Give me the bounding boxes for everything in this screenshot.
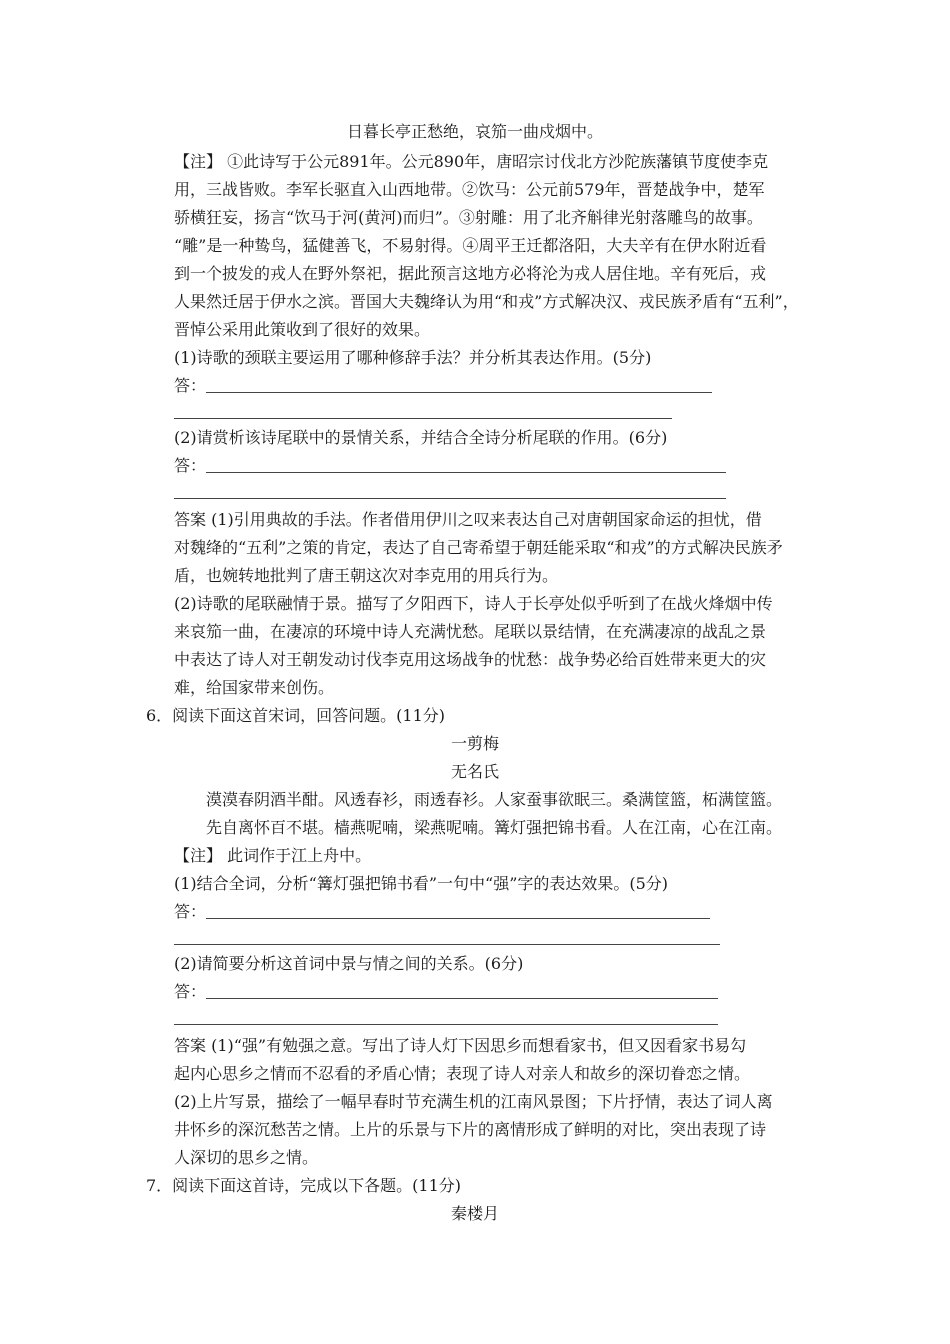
answer-text-line: 难，给国家带来创伤。 (174, 678, 335, 697)
question-6-2: (2)请简要分析这首词中景与情之间的关系。(6分) (174, 954, 524, 973)
answer-blank[interactable] (206, 918, 710, 919)
answer-blank[interactable] (174, 418, 672, 419)
question-6-heading: 6．阅读下面这首宋词，回答问题。(11分) (146, 706, 446, 725)
answer-text-line: 对魏绛的“五利”之策的肯定，表达了自己寄希望于朝廷能采取“和戎”的方式解决民族矛 (174, 538, 783, 557)
answer-blank[interactable] (174, 944, 720, 945)
answer-blank[interactable] (206, 998, 718, 999)
answer-label: 答： (174, 902, 207, 921)
answer-text-line: 盾，也婉转地批判了唐王朝这次对李克用的用兵行为。 (174, 566, 559, 585)
poem-last-line: 日暮长亭正愁绝，哀笳一曲戍烟中。 (346, 122, 603, 141)
answer-text-line: (2)诗歌的尾联融情于景。描写了夕阳西下，诗人于长亭处似乎听到了在战火烽烟中传 (174, 594, 773, 613)
note-line: “雕”是一种鸷鸟，猛健善飞，不易射得。④周平王迁都洛阳，大夫辛有在伊水附近看 (174, 236, 767, 255)
answer-blank[interactable] (206, 392, 712, 393)
note-line: 人果然迁居于伊水之滨。晋国大夫魏绛认为用“和戎”方式解决汉、戎民族矛盾有“五利”， (174, 292, 799, 311)
answer-text-line: 人深切的思乡之情。 (174, 1148, 319, 1167)
answer-text-line: 答案 (1)“强”有勉强之意。写出了诗人灯下因思乡而想看家书，但又因看家书易勾 (174, 1036, 747, 1055)
question-5-1: (1)诗歌的颈联主要运用了哪种修辞手法？并分析其表达作用。(5分) (174, 348, 652, 367)
question-5-2: (2)请赏析该诗尾联中的景情关系，并结合全诗分析尾联的作用。(6分) (174, 428, 668, 447)
poem-author: 无名氏 (450, 762, 499, 781)
answer-text-line: 中表达了诗人对王朝发动讨伐李克用这场战争的忧愁：战争势必给百姓带来更大的灾 (174, 650, 767, 669)
question-6-1: (1)结合全词，分析“篝灯强把锦书看”一句中“强”字的表达效果。(5分) (174, 874, 669, 893)
answer-text-line: 来哀笳一曲，在凄凉的环境中诗人充满忧愁。尾联以景结情，在充满凄凉的战乱之景 (174, 622, 767, 641)
poem-title: 一剪梅 (450, 734, 499, 753)
note-line: 到一个披发的戎人在野外祭祀，据此预言这地方必将沦为戎人居住地。辛有死后，戎 (174, 264, 767, 283)
answer-blank[interactable] (174, 498, 726, 499)
answer-text-line: 答案 (1)引用典故的手法。作者借用伊川之叹来表达自己对唐朝国家命运的担忧，借 (174, 510, 762, 529)
note-line: 骄横狂妄，扬言“饮马于河(黄河)而归”。③射雕：用了北齐斛律光射落雕鸟的故事。 (174, 208, 763, 227)
answer-text-line: 井怀乡的深沉愁苦之情。上片的乐景与下片的离情形成了鲜明的对比，突出表现了诗 (174, 1120, 767, 1139)
note-line: 【注】 ①此诗写于公元891年。公元890年，唐昭宗讨伐北方沙陀族藩镇节度使李克 (174, 152, 769, 171)
poem-line: 漠漠春阴酒半酣。风透春衫，雨透春衫。人家蚕事欲眠三。桑满筐篮，柘满筐篮。 (206, 790, 783, 809)
poem-note: 【注】 此词作于江上舟中。 (174, 846, 372, 865)
poem-title: 秦楼月 (450, 1204, 499, 1223)
poem-line: 先自离怀百不堪。樯燕呢喃，梁燕呢喃。篝灯强把锦书看。人在江南，心在江南。 (206, 818, 783, 837)
question-7-heading: 7．阅读下面这首诗，完成以下各题。(11分) (146, 1176, 462, 1195)
note-line: 晋悼公采用此策收到了很好的效果。 (174, 320, 431, 339)
answer-blank[interactable] (206, 472, 726, 473)
answer-label: 答： (174, 456, 207, 475)
answer-blank[interactable] (174, 1024, 718, 1025)
answer-text-line: 起内心思乡之情而不忍看的矛盾心情；表现了诗人对亲人和故乡的深切眷恋之情。 (174, 1064, 751, 1083)
answer-label: 答： (174, 982, 207, 1001)
answer-label: 答： (174, 376, 207, 395)
answer-text-line: (2)上片写景，描绘了一幅早春时节充满生机的江南风景图；下片抒情，表达了词人离 (174, 1092, 773, 1111)
note-line: 用，三战皆败。李军长驱直入山西地带。②饮马：公元前579年，晋楚战争中，楚军 (174, 180, 765, 199)
